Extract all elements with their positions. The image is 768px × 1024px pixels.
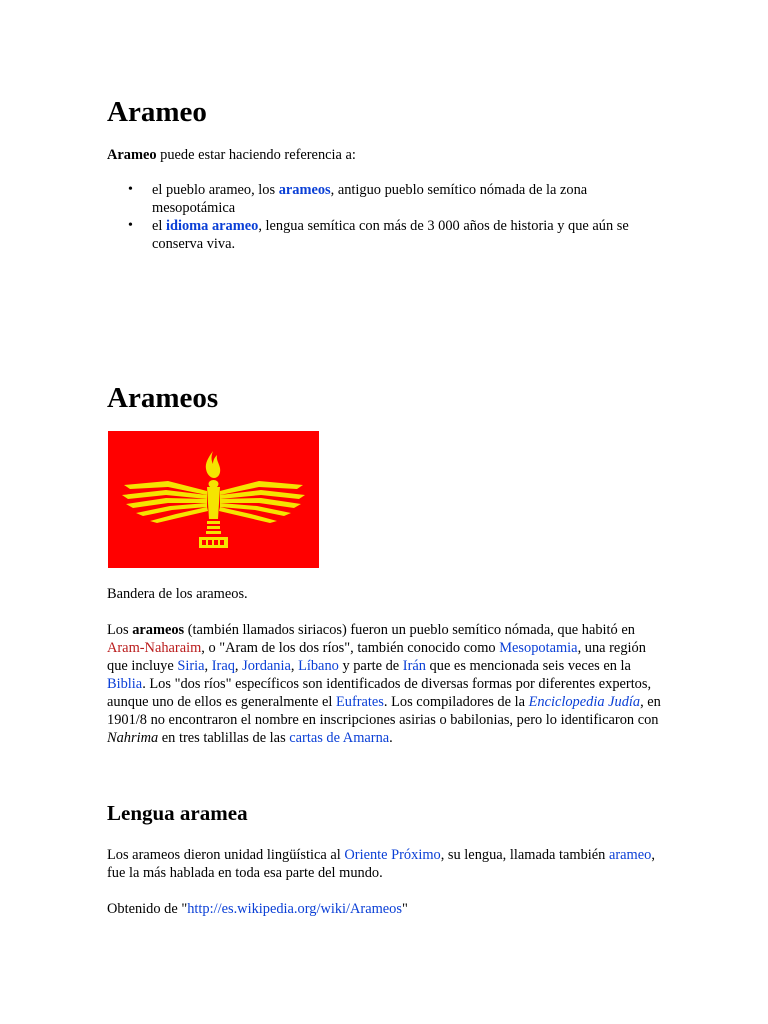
link-enciclopedia-judia[interactable]: Enciclopedia Judía — [528, 694, 641, 710]
text: , una región que incluye — [107, 640, 646, 674]
link-oriente-proximo[interactable]: Oriente Próximo — [344, 847, 441, 863]
disambiguation-list — [107, 181, 667, 253]
text: . — [389, 730, 393, 746]
lengua-paragraph — [107, 846, 667, 882]
text: que es mencionada seis veces en la — [425, 658, 631, 674]
text: , — [204, 658, 212, 674]
heading-lengua-aramea: Lengua aramea — [107, 801, 248, 825]
intro-paragraph — [107, 146, 667, 164]
bullet-icon: • — [128, 182, 133, 197]
flag-caption: Bandera de los arameos. — [107, 586, 248, 602]
text: y parte de — [338, 658, 403, 674]
text: , su lengua, llamada también — [440, 847, 609, 863]
intro-text: puede estar haciendo referencia a: — [156, 147, 356, 163]
list-item-text: , antiguo pueblo semítico nómada de la zona mesopotámica — [152, 182, 588, 216]
list-item-text: el — [152, 218, 166, 234]
text: en tres tablillas de las — [158, 730, 290, 746]
aramean-flag-image — [108, 431, 319, 568]
text: , — [290, 658, 299, 674]
list-item — [107, 217, 667, 253]
arameos-paragraph — [107, 621, 667, 747]
text: , o "Aram de los dos ríos", también conocido como — [201, 640, 500, 656]
bullet-icon: • — [128, 218, 133, 233]
link-source-url[interactable]: http://es.wikipedia.org/wiki/Arameos — [187, 901, 402, 917]
text: Obtenido de " — [107, 901, 188, 917]
bold-arameos: arameos — [132, 622, 185, 638]
text: , — [234, 658, 243, 674]
link-iran[interactable]: Irán — [402, 658, 426, 674]
source-paragraph — [107, 900, 667, 918]
text: (también llamados siriacos) fueron un pueblo semítico nómada, que habitó en — [184, 622, 635, 638]
heading-arameo: Arameo — [107, 96, 207, 128]
link-arameo[interactable]: arameo — [608, 847, 652, 863]
italic-nahrima: Nahrima — [107, 730, 159, 746]
link-siria[interactable]: Siria — [177, 658, 205, 674]
link-aram-naharaim[interactable]: Aram-Naharaim — [107, 640, 202, 656]
text: " — [401, 901, 408, 917]
text: Los arameos dieron unidad lingüística al — [107, 847, 345, 863]
list-item-text: , lengua semítica con más de 3 000 años de historia y que aún se conserva viva. — [152, 218, 629, 252]
link-cartas-de-amarna[interactable]: cartas de Amarna — [289, 730, 390, 746]
link-idioma-arameo[interactable]: idioma arameo — [165, 218, 259, 234]
link-arameos[interactable]: arameos — [278, 182, 331, 198]
link-libano[interactable]: Líbano — [298, 658, 339, 674]
link-jordania[interactable]: Jordania — [242, 658, 291, 674]
link-mesopotamia[interactable]: Mesopotamia — [499, 640, 578, 656]
text: . Los "dos ríos" específicos son identificados de diversas formas por diferentes expertos, aunque uno de ellos es generalmente el — [107, 676, 652, 710]
text: , en 1901/8 no encontraron el nombre en inscripciones asirias o babilonias, pero lo identificaron con — [107, 694, 661, 728]
link-iraq[interactable]: Iraq — [211, 658, 235, 674]
text: , fue la más hablada en toda esa parte del mundo. — [107, 847, 655, 881]
text: . Los compiladores de la — [383, 694, 529, 710]
link-eufrates[interactable]: Eufrates — [335, 694, 384, 710]
list-item — [107, 181, 667, 217]
link-biblia[interactable]: Biblia — [107, 676, 143, 692]
list-item-text: el pueblo arameo, los — [152, 182, 279, 198]
text: Los — [107, 622, 133, 638]
heading-arameos: Arameos — [107, 382, 219, 414]
intro-bold: Arameo — [107, 147, 157, 163]
